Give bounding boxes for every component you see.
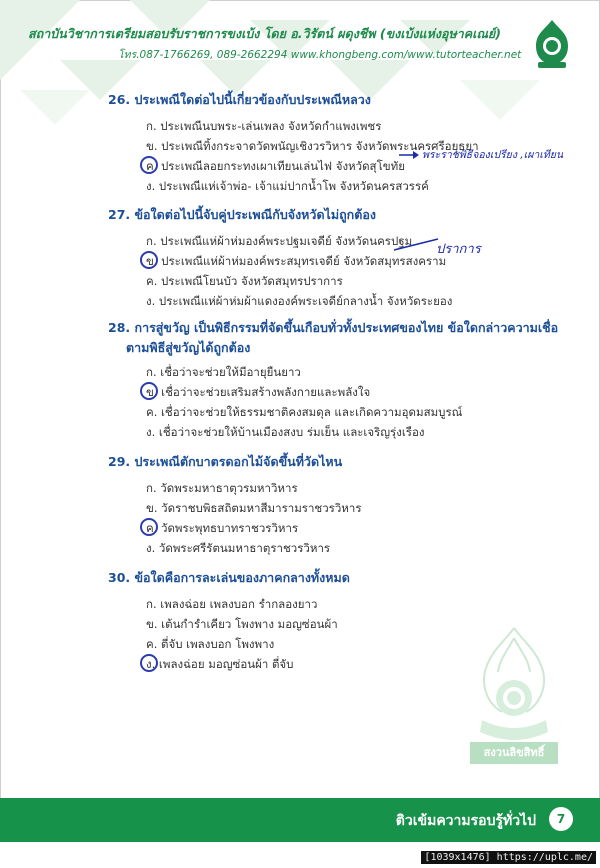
option-c bbox=[146, 518, 362, 538]
option-c: ค. ประเพณีโยนบัว จังหวัดสมุทรปราการ bbox=[146, 274, 343, 288]
question-26 bbox=[108, 90, 479, 196]
question-title: 27. ข้อใดต่อไปนี้จับคู่ประเพณีกับจังหวัดไม่ถูกต้อง bbox=[108, 207, 376, 222]
footer-title: ติวเข้มความรอบรู้ทั่วไป bbox=[395, 813, 536, 829]
option-d bbox=[146, 654, 350, 674]
option-a: ก. ประเพณีแห่ผ้าห่มองค์พระปฐมเจดีย์ จังหวัดนครปฐม bbox=[146, 234, 413, 248]
option-a: ก. ประเพณีนบพระ-เล่นเพลง จังหวัดกำแพงเพชร bbox=[146, 119, 382, 133]
handwritten-correction: ปราการ bbox=[436, 242, 481, 257]
answer-circle-mark bbox=[140, 156, 158, 174]
option-a: ก. เพลงฉ่อย เพลงบอก รำกลองยาว bbox=[146, 597, 318, 611]
option-b bbox=[146, 382, 558, 402]
option-b: ข. เต้นกำรำเคียว โพงพาง มอญซ่อนผ้า bbox=[146, 617, 338, 631]
option-d: ง. ประเพณีแห่ผ้าห่มผ้าแดงองค์พระเจดีย์กลางน้ำ จังหวัดระยอง bbox=[146, 294, 453, 308]
answer-circle-mark bbox=[140, 251, 158, 269]
footer-bar bbox=[0, 798, 600, 842]
option-d: ง. เชื่อว่าจะช่วยให้บ้านเมืองสงบ ร่มเย็น และเจริญรุ่งเรือง bbox=[146, 425, 425, 439]
option-a: ก. วัดพระมหาธาตุวรมหาวิหาร bbox=[146, 481, 298, 495]
question-title-continued: ตามพิธีสู่ขวัญได้ถูกต้อง bbox=[126, 340, 251, 355]
option-text: ค. ประเพณีลอยกระทงเผาเทียนเล่นไฟ จังหวัดสุโขทัย bbox=[146, 159, 405, 173]
question-title: 28. การสู่ขวัญ เป็นพิธีกรรมที่จัดขึ้นเกือบทั่วทั้งประเทศของไทย ข้อใดกล่าวความเชื่อ bbox=[108, 320, 559, 335]
arrow-icon bbox=[398, 150, 420, 160]
option-b: ข. ประเพณีทิ้งกระจาดวัดพนัญเชิงวรวิหาร จังหวัดพระนครศรีอยุธยา bbox=[146, 139, 479, 153]
option-d: ง. ประเพณีแห่เจ้าพ่อ- เจ้าแม่ปากน้ำโพ จังหวัดนครสวรรค์ bbox=[146, 179, 429, 193]
question-29 bbox=[108, 452, 362, 558]
option-text: ข. เชื่อว่าจะช่วยเสริมสร้างพลังกายและพลังใจ bbox=[146, 385, 371, 399]
handwritten-note: พระราชพิธีจองเปรียง ,เผาเทียน bbox=[422, 149, 564, 161]
question-28 bbox=[108, 318, 558, 442]
option-c: ค. ตี่จับ เพลงบอก โพงพาง bbox=[146, 637, 275, 651]
question-title: 29. ประเพณีตักบาตรดอกไม้จัดขึ้นที่วัดไหน bbox=[108, 454, 343, 469]
header-contact: โทร.087-1766269, 089-2662294 www.khongbeng.com/www.tutorteacher.net bbox=[118, 49, 522, 61]
header-title: สถาบันวิชาการเตรียมสอบรับราชการขงเบ้ง โดย อ.วิรัตน์ ผดุงชีพ (ขงเบ้งแห่งอุษาคเณย์) bbox=[28, 26, 501, 41]
header bbox=[0, 8, 600, 68]
strikethrough-mark bbox=[392, 236, 442, 254]
page-number: 7 bbox=[549, 807, 573, 831]
answer-circle-mark bbox=[140, 382, 158, 400]
option-b bbox=[146, 251, 452, 271]
question-title: 26. ประเพณีใดต่อไปนี้เกี่ยวข้องกับประเพณีหลวง bbox=[108, 92, 371, 107]
option-d: ง. วัดพระศรีรัตนมหาธาตุราชวรวิหาร bbox=[146, 541, 331, 555]
option-c: ค. เชื่อว่าจะช่วยให้ธรรมชาติคงสมดุล และเกิดความอุดมสมบูรณ์ bbox=[146, 405, 463, 419]
option-text: ง. เพลงฉ่อย มอญซ่อนผ้า ตี่จับ bbox=[146, 657, 294, 671]
question-30 bbox=[108, 568, 350, 674]
answer-circle-mark bbox=[140, 518, 158, 536]
institute-logo-icon bbox=[530, 18, 574, 72]
source-tag: [1039x1476] https://uplc.me/ bbox=[421, 851, 596, 864]
option-b: ข. วัดราชบพิธสถิตมหาสีมารามราชวรวิหาร bbox=[146, 501, 362, 515]
option-text: ข. ประเพณีแห่ผ้าห่มองค์พระสมุทรเจดีย์ จังหวัดสมุทรสงคราม bbox=[146, 254, 447, 268]
question-27 bbox=[108, 205, 452, 311]
question-title: 30. ข้อใดคือการละเล่นของภาคกลางทั้งหมด bbox=[108, 570, 350, 585]
option-text: ค. วัดพระพุทธบาทราชวรวิหาร bbox=[146, 521, 299, 535]
answer-circle-mark bbox=[140, 654, 158, 672]
copyright-label: สงวนลิขสิทธิ์ bbox=[470, 742, 558, 764]
option-a: ก. เชื่อว่าจะช่วยให้มีอายุยืนยาว bbox=[146, 365, 301, 379]
